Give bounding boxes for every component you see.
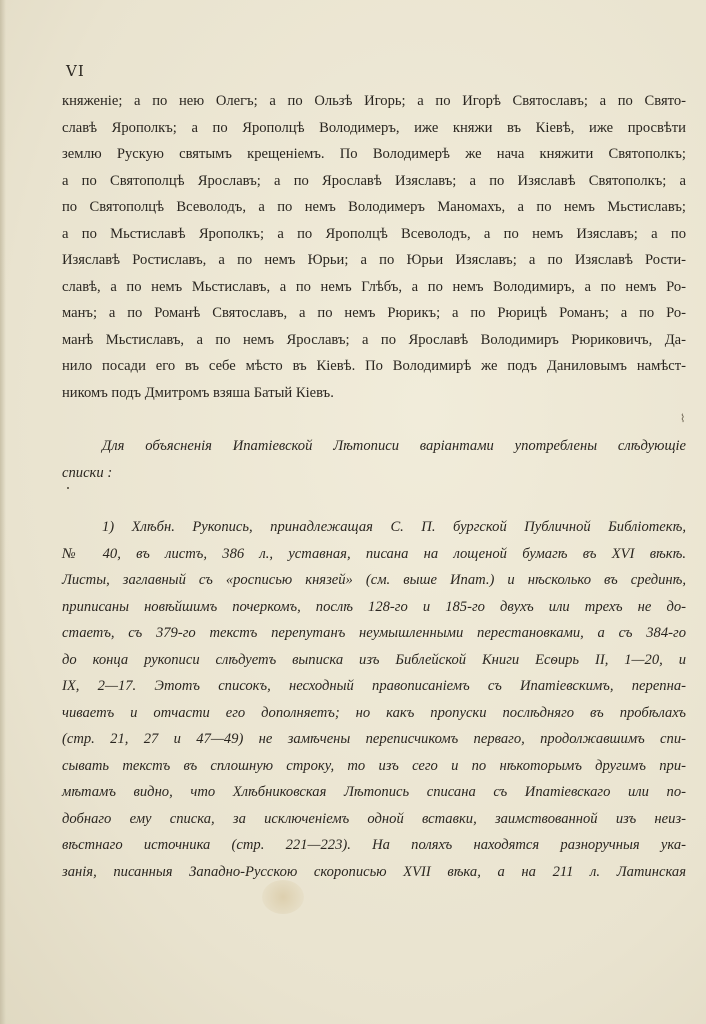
entry-line: (стр. 21, 27 и 47—49) не замѣчены переписчикомъ перваго, продолжавшимъ спи- xyxy=(62,731,686,747)
entry-line: вѣстнаго источника (стр. 221—223). На поляхъ находятся разноручныя ука- xyxy=(62,837,686,853)
margin-mark: ⌇ xyxy=(680,412,686,425)
entry-line: 1) Хлѣбн. Рукопись, принадлежащая С. П. бургской Публичной Библіотекѣ, xyxy=(102,519,686,535)
page-edge-shadow xyxy=(0,0,6,1024)
text-line: славѣ Ярополкъ; а по Ярополцѣ Володимеръ, иже княжи въ Кіевѣ, иже просвѣти xyxy=(62,119,686,136)
ink-speck xyxy=(67,487,69,489)
entry-line: приписаны новѣйшимъ почеркомъ, послѣ 128-го и 185-го двухъ или трехъ не до- xyxy=(62,598,686,615)
text-line: нило посади его въ себе мѣсто въ Кіевѣ. По Володимирѣ же подъ Даниловымъ намѣст- xyxy=(62,358,686,374)
entry-line: стаетъ, съ 379-го текстъ перепутанъ неумышленными перестановками, а съ 384-го xyxy=(62,625,686,641)
entry-line: IX, 2—17. Этотъ списокъ, несходный правописаніемъ съ Ипатіевскимъ, перепна- xyxy=(62,678,686,694)
text-line: а по Святополцѣ Ярославъ; а по Ярославѣ Изяславъ; а по Изяславѣ Святополкъ; а xyxy=(62,172,686,189)
entry-line: занія, писанныя Западно-Русскою скорописью XVII вѣка, а на 211 л. Латинская xyxy=(62,863,686,880)
text-line: по Святополцѣ Всеволодъ, а по немъ Володимеръ Маномахъ, а по немъ Мьстиславъ; xyxy=(62,199,686,215)
princes-list-paragraph xyxy=(62,88,686,406)
text-line: Изяславѣ Ростиславъ, а по немъ Юрьи; а по Юрьи Изяславъ; а по Изяславѣ Рости- xyxy=(62,252,686,268)
entry-line: Листы, заглавный съ «росписью князей» (см. выше Ипат.) и нѣсколько въ срединѣ, xyxy=(62,572,686,588)
page-number: VI xyxy=(66,62,85,80)
manuscript-entry-1 xyxy=(62,514,686,885)
variants-heading xyxy=(62,433,686,486)
text-line: а по Мьстиславѣ Ярополкъ; а по Ярополцѣ Всеволодъ, а по немъ Изяславъ; а по xyxy=(62,225,686,242)
text-line: землю Рускую святымъ крещеніемъ. По Володимерѣ же нача княжити Святополкъ; xyxy=(62,146,686,162)
paper-stain xyxy=(262,880,304,914)
entry-line: чиваетъ и отчасти его дополняетъ; но какъ пропуски послѣдняго въ пробѣлахъ xyxy=(62,704,686,721)
heading-line: списки : xyxy=(62,464,113,481)
text-line: манъ; а по Романѣ Святославъ, а по немъ Рюрикъ; а по Рюрицѣ Романъ; а по Ро- xyxy=(62,305,686,321)
text-line: никомъ подъ Дмитромъ взяша Батый Кіевъ. xyxy=(62,384,334,401)
entry-line: № 40, въ листъ, 386 л., уставная, писана на лощеной бумагѣ въ XVI вѣкѣ. xyxy=(62,545,686,562)
entry-line: сывать текстъ въ сплошную строку, то изъ сего и по нѣкоторымъ другимъ при- xyxy=(62,757,686,774)
text-line: славѣ, а по немъ Мьстиславъ, а по немъ Глѣбъ, а по немъ Володимиръ, а по немъ Ро- xyxy=(62,278,686,295)
heading-line: Для объясненія Ипатіевской Лѣтописи варіантами употреблены слѣдующіе xyxy=(102,438,686,454)
entry-line: мѣтамъ видно, что Хлѣбниковская Лѣтопись списана съ Ипатіевскаго или по- xyxy=(62,784,686,800)
entry-line: до конца рукописи слѣдуетъ выписка изъ Библейской Книги Есѳирь II, 1—20, и xyxy=(62,651,686,668)
entry-line: добнаго ему списка, за исключеніемъ одной вставки, заимствованной изъ неиз- xyxy=(62,810,686,827)
text-line: княженіе; а по нею Олегъ; а по Ользѣ Игорь; а по Игорѣ Святославъ; а по Свято- xyxy=(62,93,686,109)
text-line: манѣ Мьстиславъ, а по немъ Ярославъ; а по Ярославѣ Володимиръ Рюриковичъ, Да- xyxy=(62,331,686,348)
